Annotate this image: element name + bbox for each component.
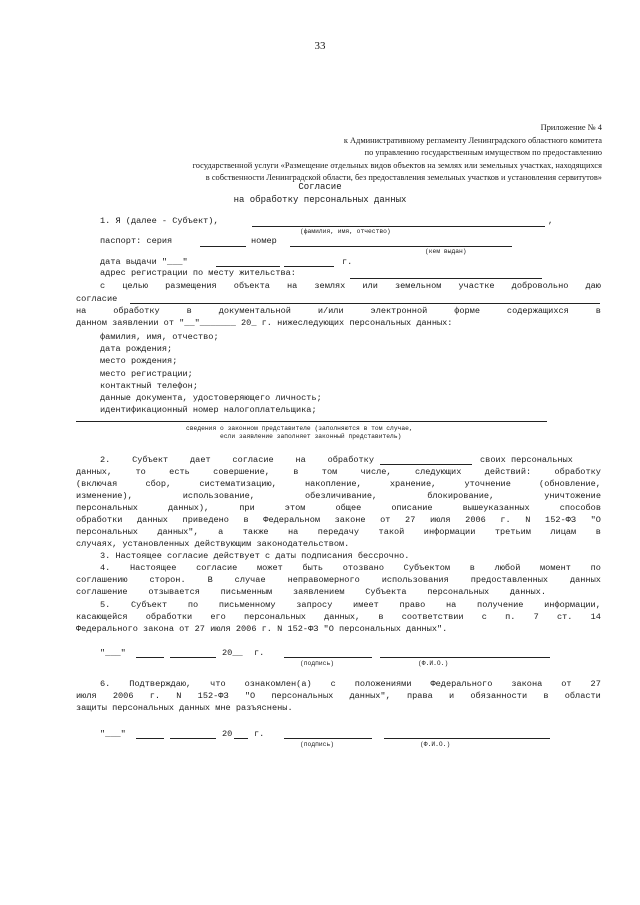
subject-label: 1. Я (далее - Субъект), bbox=[100, 216, 219, 226]
signature-date-year-line[interactable] bbox=[234, 738, 248, 739]
clause-2-blank-line[interactable] bbox=[380, 464, 472, 465]
purpose-line: с целью размещения объекта на землях или земельном участке добровольно даю bbox=[100, 281, 601, 291]
signature-line[interactable] bbox=[284, 738, 372, 739]
fio-caption: (Ф.И.О.) bbox=[420, 741, 451, 748]
address-line[interactable] bbox=[350, 278, 542, 279]
signature-date-month-line[interactable] bbox=[170, 738, 216, 739]
signature-date-century: 20 bbox=[222, 729, 233, 739]
fio-caption: (фамилия, имя, отчество) bbox=[300, 228, 391, 235]
signature-date-month-line[interactable] bbox=[136, 738, 164, 739]
signature-line[interactable] bbox=[284, 657, 372, 658]
representative-caption: если заявление заполняет законный представитель) bbox=[220, 433, 402, 440]
clause-4-line: соглашению сторон. В случае неправомерного использования предоставленных данных bbox=[76, 575, 601, 585]
passport-series-line[interactable] bbox=[200, 246, 246, 247]
appendix-reference-line: к Административному регламенту Ленинградского областного комитета bbox=[343, 135, 602, 145]
issue-date-year-line[interactable] bbox=[284, 266, 334, 267]
clause-2-line: случаях, установленных действующим законодательством. bbox=[76, 539, 350, 549]
appendix-header bbox=[193, 122, 602, 185]
list-item: дата рождения; bbox=[100, 344, 173, 355]
clause-2-line: обработки данных приведено в Федеральном законе от 27 июля 2006 г. N 152-ФЗ "О bbox=[76, 515, 601, 525]
list-item: место регистрации; bbox=[100, 368, 193, 379]
fio-line[interactable] bbox=[380, 657, 550, 658]
personal-data-list bbox=[100, 331, 322, 416]
clause-4-line: соглашение отзывается письменным заявлением Субъекта персональных данных. bbox=[76, 587, 546, 597]
list-item: фамилия, имя, отчество; bbox=[100, 332, 219, 342]
clause-2-line: персональных данных", а также на передачу такой информации третьим лицам в bbox=[76, 527, 601, 537]
clause-3: 3. Настоящее согласие действует с даты подписания бессрочно. bbox=[100, 551, 410, 561]
list-item: данные документа, удостоверяющего личность; bbox=[100, 393, 322, 404]
clause-2-line: изменение), использование, обезличивание, блокирование, уничтожение bbox=[76, 491, 601, 501]
list-item: контактный телефон; bbox=[100, 380, 198, 391]
subject-name-line[interactable] bbox=[252, 226, 545, 227]
issue-date-label: дата выдачи "___" bbox=[100, 257, 188, 267]
signature-date-month-line[interactable] bbox=[136, 657, 164, 658]
signature-caption: (подпись) bbox=[300, 741, 335, 748]
appendix-reference-line: по управлению государственным имуществом по предоставлению bbox=[364, 148, 602, 158]
issued-by-caption: (кем выдан) bbox=[425, 248, 467, 255]
address-label: адрес регистрации по месту жительства: bbox=[100, 268, 296, 278]
clause-2-line-end: своих персональных bbox=[480, 455, 573, 465]
passport-number-label: номер bbox=[251, 236, 277, 246]
fio-line[interactable] bbox=[384, 738, 550, 739]
representative-caption: сведения о законном представителе (заполняются в том случае, bbox=[186, 425, 413, 432]
clause-2-line: 2. Субъект дает согласие на обработку bbox=[100, 455, 374, 465]
issue-date-month-line[interactable] bbox=[216, 266, 280, 267]
consent-object-line[interactable] bbox=[130, 303, 600, 304]
fio-caption: (Ф.И.О.) bbox=[418, 660, 449, 667]
appendix-reference-line: в собственности Ленинградской области, без предоставления земельных участков и установления сервитутов» bbox=[205, 173, 602, 183]
clause-4-line: 4. Настоящее согласие может быть отозвано Субъектом в любой момент по bbox=[100, 563, 601, 573]
clause-2-line: данных, то есть совершение, в том числе, следующих действий: обработку bbox=[76, 467, 601, 477]
signature-date-day: "___" bbox=[100, 648, 126, 658]
signature-caption: (подпись) bbox=[300, 660, 335, 667]
clause-6-line: июля 2006 г. N 152-ФЗ "О персональных данных", права и обязанности в области bbox=[76, 691, 601, 701]
consent-label: согласие bbox=[76, 294, 118, 304]
signature-date-year-suffix: г. bbox=[254, 648, 265, 658]
passport-number-line[interactable] bbox=[290, 246, 512, 247]
list-item: идентификационный номер налогоплательщика; bbox=[100, 405, 317, 416]
clause-5-line: 5. Субъект по письменному запросу имеет право на получение информации, bbox=[100, 600, 601, 610]
subject-comma: , bbox=[548, 216, 554, 226]
clause-2-line: персональных данных), при этом общее описание вышеуказанных способов bbox=[76, 503, 601, 513]
clause-6-line: 6. Подтверждаю, что ознакомлен(а) с положениями Федерального закона от 27 bbox=[100, 679, 601, 689]
processing-line: на обработку в документальной и/или электронной форме содержащихся в bbox=[76, 306, 601, 316]
document-subtitle: на обработку персональных данных bbox=[233, 195, 407, 205]
document-title: Согласие bbox=[298, 182, 342, 192]
signature-date-century: 20__ bbox=[222, 648, 243, 658]
page-number: 33 bbox=[314, 40, 326, 52]
signature-date-month-line[interactable] bbox=[170, 657, 216, 658]
clause-2-line: (включая сбор, систематизацию, накопление, хранение, уточнение (обновление, bbox=[76, 479, 601, 489]
clause-6-line: защиты персональных данных мне разъяснены. bbox=[76, 703, 293, 713]
signature-date-year-suffix: г. bbox=[254, 729, 265, 739]
clause-5-line: Федерального закона от 27 июля 2006 г. N 152-ФЗ "О персональных данных". bbox=[76, 624, 448, 634]
passport-series-label: паспорт: серия bbox=[100, 236, 173, 246]
issue-date-year-suffix: г. bbox=[342, 257, 353, 267]
signature-date-day: "___" bbox=[100, 729, 126, 739]
representative-line[interactable] bbox=[76, 421, 547, 422]
appendix-number: Приложение № 4 bbox=[540, 123, 602, 132]
statement-line: данном заявлении от "__"_______ 20_ г. нижеследующих персональных данных: bbox=[76, 318, 453, 328]
list-item: место рождения; bbox=[100, 356, 178, 367]
clause-5-line: касающейся обработки его персональных данных, в соответствии с п. 7 ст. 14 bbox=[76, 612, 601, 622]
appendix-reference-line: государственной услуги «Размещение отдельных видов объектов на землях или земельных участках, находящихся bbox=[192, 160, 602, 170]
